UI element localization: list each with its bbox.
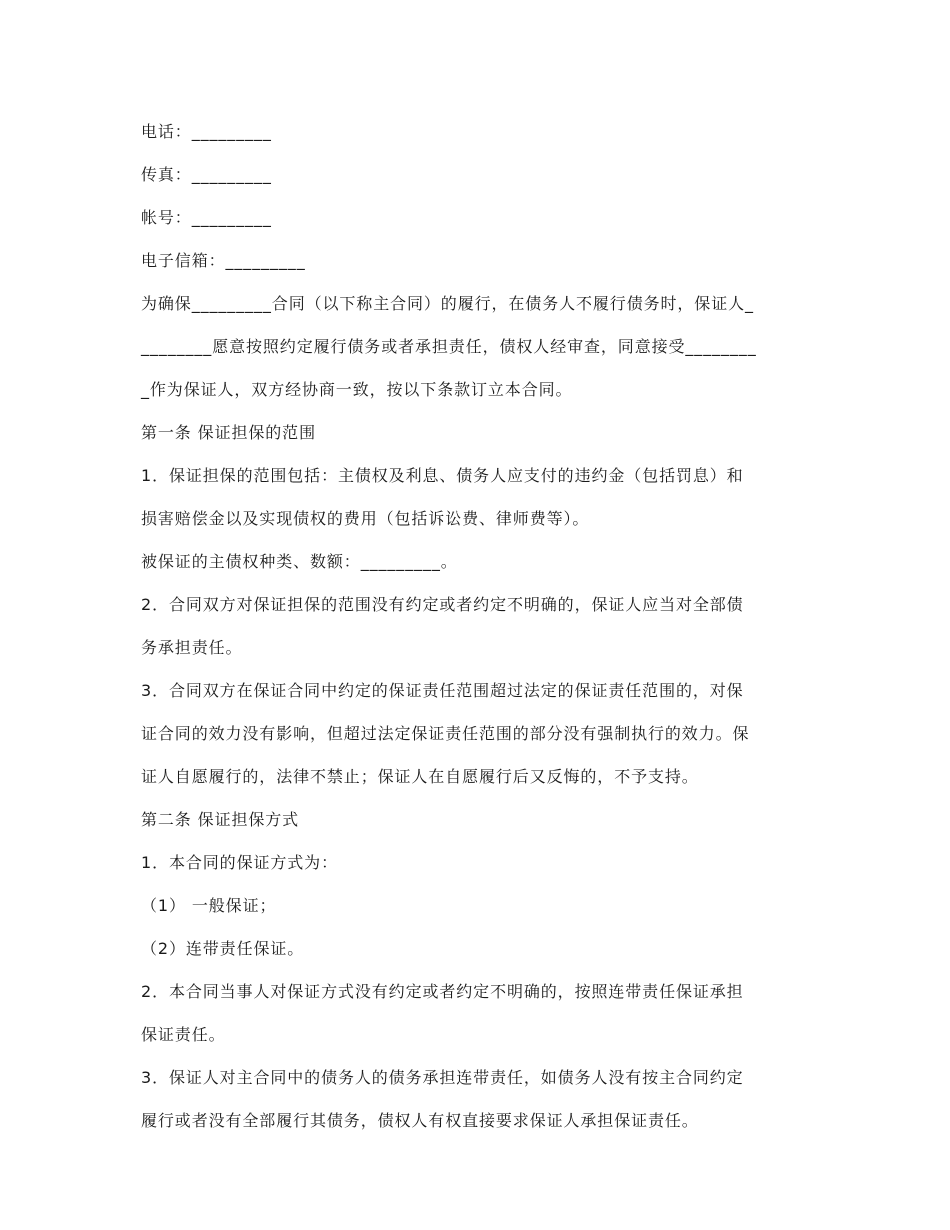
document-body [141,110,811,1142]
article-2-clause-3-line-2: 履行或者没有全部履行其债务，债权人有权直接要求保证人承担保证责任。 [141,1111,699,1130]
phone-field-line: 电话：_________ [141,122,272,141]
article-1-clause-3-line-1: 3．合同双方在保证合同中约定的保证责任范围超过法定的保证责任范围的，对保 [141,681,744,700]
fax-field-line: 传真：_________ [141,165,272,184]
article-1-clause-3-line-3: 证人自愿履行的，法律不禁止；保证人在自愿履行后又反悔的，不予支持。 [141,767,699,786]
article-2-clause-3-line-1: 3．保证人对主合同中的债务人的债务承担连带责任，如债务人没有按主合同约定 [141,1068,744,1087]
guarantee-option-1: （1） 一般保证； [141,896,277,915]
preamble-line-3: _作为保证人，双方经协商一致，按以下条款订立本合同。 [141,380,573,399]
article-2-clause-2-line-2: 保证责任。 [141,1025,226,1044]
article-2-clause-2-line-1: 2．本合同当事人对保证方式没有约定或者约定不明确的，按照连带责任保证承担 [141,982,744,1001]
article-1-clause-3-line-2: 证合同的效力没有影响，但超过法定保证责任范围的部分没有强制执行的效力。保 [141,724,750,743]
article-1-clause-2-line-1: 2．合同双方对保证担保的范围没有约定或者约定不明确的，保证人应当对全部债 [141,595,744,614]
article-2-clause-1: 1．本合同的保证方式为： [141,853,338,872]
preamble-line-2: ________愿意按照约定履行债务或者承担责任，债权人经审查，同意接受________ [141,337,757,356]
article-1-clause-1-line-1: 1．保证担保的范围包括：主债权及利息、债务人应支付的违约金（包括罚息）和 [141,466,744,485]
preamble-line-1: 为确保_________合同（以下称主合同）的履行，在债务人不履行债务时，保证人_ [141,294,754,313]
article-1-clause-2-line-2: 务承担责任。 [141,638,243,657]
email-field-line: 电子信箱：_________ [141,251,306,270]
article-1-clause-1-line-2: 损害赔偿金以及实现债权的费用（包括诉讼费、律师费等）。 [141,509,590,528]
article-1-heading: 第一条 保证担保的范围 [141,423,316,442]
article-2-heading: 第二条 保证担保方式 [141,810,300,829]
guaranteed-claim-line: 被保证的主债权种类、数额：_________。 [141,552,458,571]
guarantee-option-2: （2）连带责任保证。 [141,939,305,958]
account-field-line: 帐号：_________ [141,208,272,227]
